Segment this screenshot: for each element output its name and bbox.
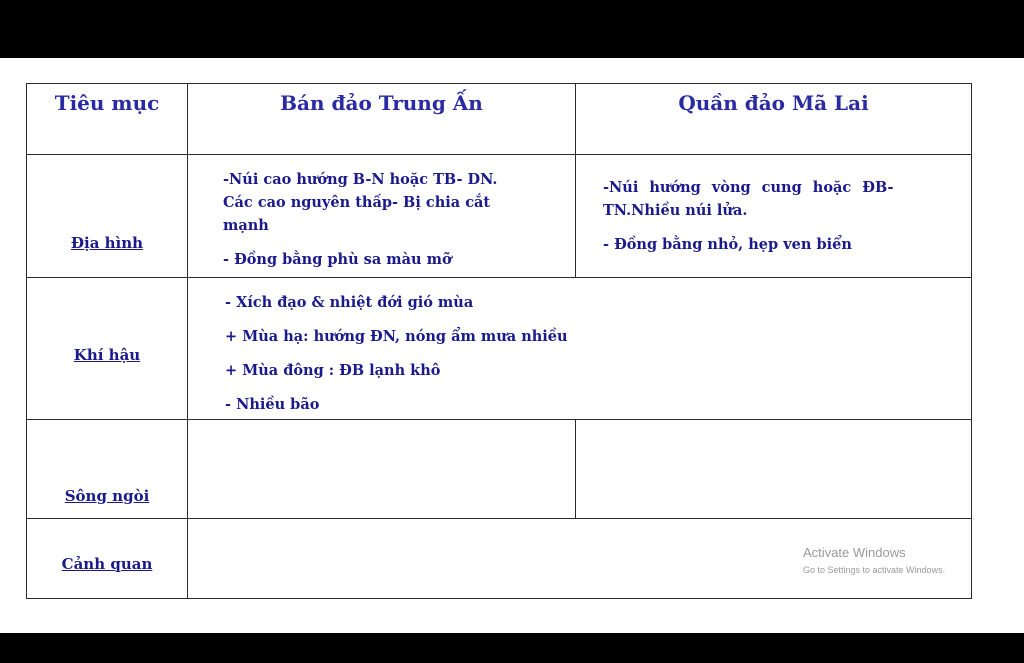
row-label-song-ngoi[interactable]: Sông ngòi xyxy=(64,487,150,505)
khi-hau-text xyxy=(225,294,961,420)
dia-hinh-trung-an-line-3: mạnh xyxy=(223,217,269,234)
dia-hinh-ma-lai-line-3: - Đồng bằng nhỏ, hẹp ven biển xyxy=(603,236,852,253)
header-trung-an: Bán đảo Trung Ấn xyxy=(280,91,483,115)
header-cell-ma-lai xyxy=(575,83,972,155)
dia-hinh-trung-an-line-2: Các cao nguyên thấp- Bị chia cắt xyxy=(223,194,491,211)
dia-hinh-ma-lai-line-1: -Núi hướng vòng cung hoặc ĐB- xyxy=(603,179,894,196)
activate-windows-subtitle: Go to Settings to activate Windows. xyxy=(803,565,946,575)
label-cell-khi-hau xyxy=(26,277,188,420)
row-label-canh-quan[interactable]: Cảnh quan xyxy=(61,555,153,573)
dia-hinh-ma-lai-cell xyxy=(575,154,972,278)
dia-hinh-trung-an-line-1: -Núi cao hướng B-N hoặc TB- DN. xyxy=(223,171,498,188)
row-label-dia-hinh[interactable]: Địa hình xyxy=(70,234,144,252)
dia-hinh-trung-an-text xyxy=(223,171,565,274)
khi-hau-line-2: + Mùa hạ: hướng ĐN, nóng ẩm mưa nhiều xyxy=(225,328,568,345)
row-label-khi-hau[interactable]: Khí hậu xyxy=(73,346,141,364)
activate-windows-title: Activate Windows xyxy=(803,545,906,560)
slide xyxy=(0,58,1024,633)
khi-hau-content-cell xyxy=(187,277,972,420)
khi-hau-line-3: + Mùa đông : ĐB lạnh khô xyxy=(225,362,441,379)
khi-hau-line-1: - Xích đạo & nhiệt đới gió mùa xyxy=(225,294,474,311)
khi-hau-line-4: - Nhiều bão xyxy=(225,396,320,413)
dia-hinh-trung-an-line-4: - Đồng bằng phù sa màu mỡ xyxy=(223,251,452,268)
song-ngoi-trung-an-cell xyxy=(187,419,576,519)
label-cell-dia-hinh xyxy=(26,154,188,278)
header-cell-tieu-muc xyxy=(26,83,188,155)
label-cell-canh-quan xyxy=(26,518,188,599)
song-ngoi-ma-lai-cell xyxy=(575,419,972,519)
header-tieu-muc: Tiêu mục xyxy=(54,91,160,115)
label-cell-song-ngoi xyxy=(26,419,188,519)
dia-hinh-ma-lai-text xyxy=(603,179,961,259)
dia-hinh-ma-lai-line-2: TN.Nhiều núi lửa. xyxy=(603,202,748,219)
header-cell-trung-an xyxy=(187,83,576,155)
header-ma-lai: Quần đảo Mã Lai xyxy=(678,91,869,115)
dia-hinh-trung-an-cell xyxy=(187,154,576,278)
